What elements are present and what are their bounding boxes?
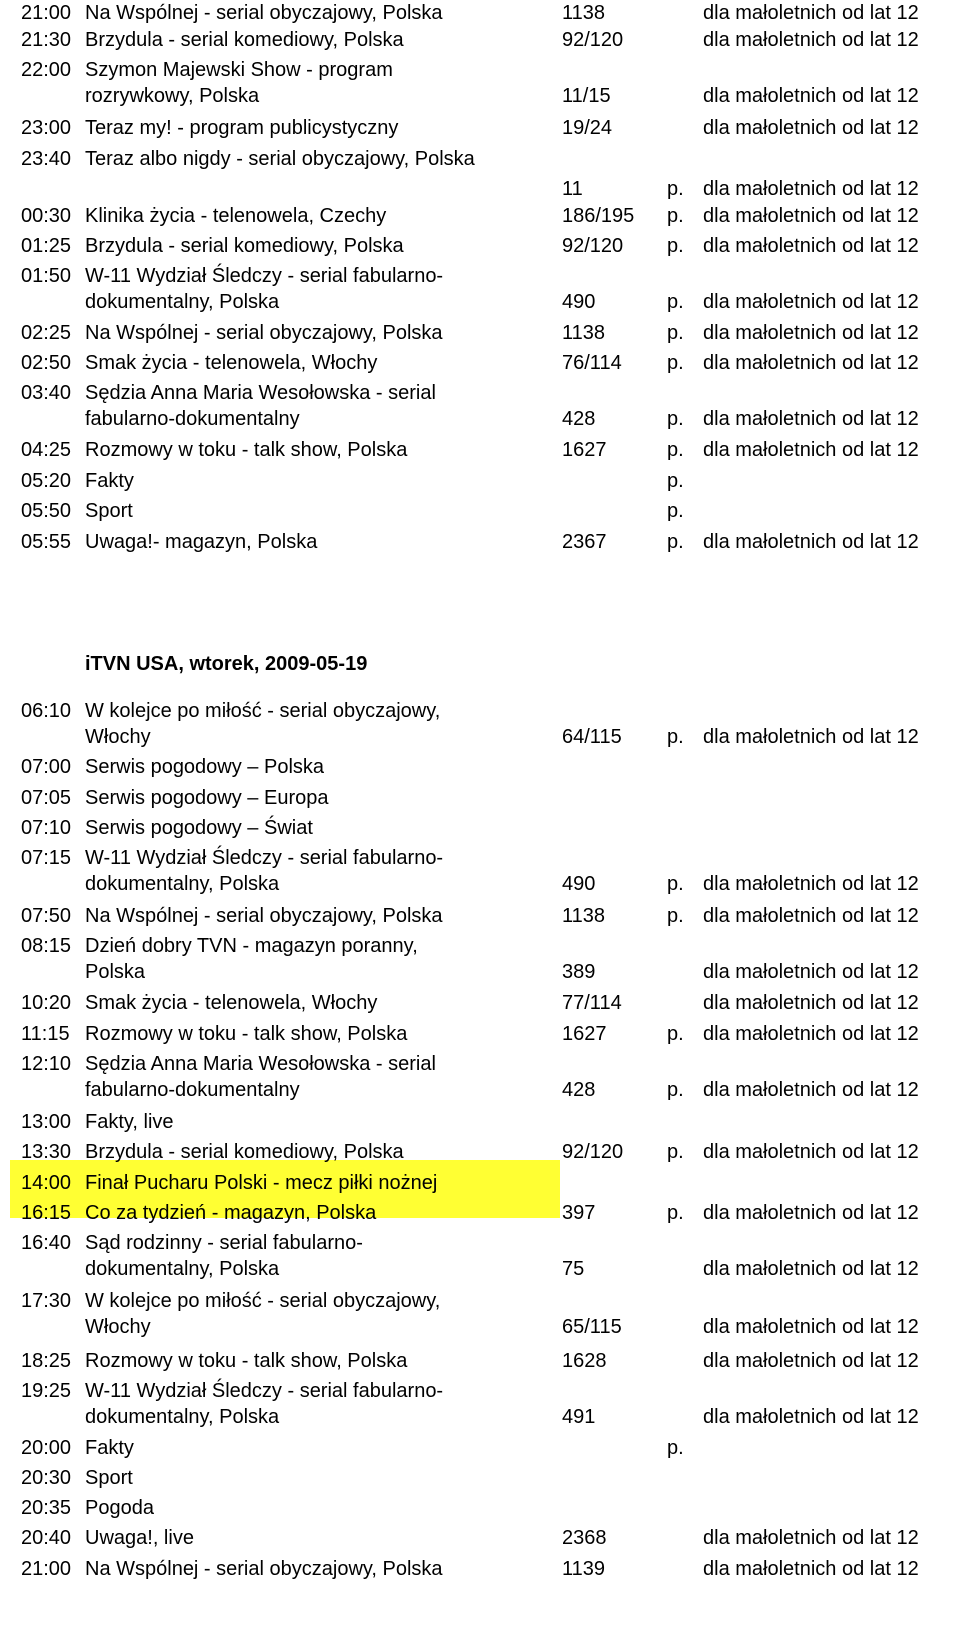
age-rating: dla małoletnich od lat 12 xyxy=(703,961,919,983)
program-title: Szymon Majewski Show - program xyxy=(85,59,393,81)
program-title: W kolejce po miłość - serial obyczajowy, xyxy=(85,700,441,722)
time-label: 05:50 xyxy=(21,500,72,522)
time-label: 23:40 xyxy=(21,148,72,170)
time-label: 12:10 xyxy=(21,1053,72,1075)
episode-number: 19/24 xyxy=(562,117,613,139)
age-rating: dla małoletnich od lat 12 xyxy=(703,235,919,257)
premiere-marker: p. xyxy=(667,439,684,461)
time-label: 14:00 xyxy=(21,1172,72,1194)
program-title: Pogoda xyxy=(85,1497,154,1519)
age-rating: dla małoletnich od lat 12 xyxy=(703,905,919,927)
episode-number: 77/114 xyxy=(562,992,622,1014)
age-rating: dla małoletnich od lat 12 xyxy=(703,439,919,461)
episode-number: 491 xyxy=(562,1406,596,1428)
time-label: 05:20 xyxy=(21,470,72,492)
age-rating: dla małoletnich od lat 12 xyxy=(703,1258,919,1280)
program-title: Na Wspólnej - serial obyczajowy, Polska xyxy=(85,322,443,344)
time-label: 01:25 xyxy=(21,235,72,257)
time-label: 06:10 xyxy=(21,700,72,722)
program-title: Fakty xyxy=(85,1437,134,1459)
program-title: W-11 Wydział Śledczy - serial fabularno- xyxy=(85,265,444,287)
program-title: Rozmowy w toku - talk show, Polska xyxy=(85,1023,408,1045)
episode-number: 490 xyxy=(562,873,596,895)
time-label: 05:55 xyxy=(21,531,72,553)
program-title: Serwis pogodowy – Europa xyxy=(85,787,329,809)
time-label: 04:25 xyxy=(21,439,72,461)
time-label: 20:00 xyxy=(21,1437,72,1459)
time-label: 16:15 xyxy=(21,1202,72,1224)
age-rating: dla małoletnich od lat 12 xyxy=(703,873,919,895)
time-label: 13:30 xyxy=(21,1141,72,1163)
age-rating: dla małoletnich od lat 12 xyxy=(703,2,919,24)
premiere-marker: p. xyxy=(667,1437,684,1459)
program-title: Rozmowy w toku - talk show, Polska xyxy=(85,1350,408,1372)
program-title: Włochy xyxy=(85,1316,151,1338)
program-title: Brzydula - serial komediowy, Polska xyxy=(85,29,404,51)
age-rating: dla małoletnich od lat 12 xyxy=(703,992,919,1014)
premiere-marker: p. xyxy=(667,905,684,927)
episode-number: 428 xyxy=(562,408,596,430)
program-title: rozrywkowy, Polska xyxy=(85,85,260,107)
premiere-marker: p. xyxy=(667,322,684,344)
time-label: 20:35 xyxy=(21,1497,72,1519)
time-label: 17:30 xyxy=(21,1290,72,1312)
age-rating: dla małoletnich od lat 12 xyxy=(703,322,919,344)
age-rating: dla małoletnich od lat 12 xyxy=(703,178,919,200)
time-label: 01:50 xyxy=(21,265,72,287)
program-title: W-11 Wydział Śledczy - serial fabularno- xyxy=(85,847,444,869)
program-title: Fakty xyxy=(85,470,134,492)
program-title: Finał Pucharu Polski - mecz piłki nożnej xyxy=(85,1172,438,1194)
episode-number: 1138 xyxy=(562,2,606,24)
premiere-marker: p. xyxy=(667,1023,684,1045)
program-title: Sędzia Anna Maria Wesołowska - serial xyxy=(85,382,436,404)
episode-number: 2368 xyxy=(562,1527,607,1549)
time-label: 13:00 xyxy=(21,1111,72,1133)
program-title: dokumentalny, Polska xyxy=(85,1406,280,1428)
time-label: 07:10 xyxy=(21,817,72,839)
age-rating: dla małoletnich od lat 12 xyxy=(703,1202,919,1224)
age-rating: dla małoletnich od lat 12 xyxy=(703,205,919,227)
premiere-marker: p. xyxy=(667,531,684,553)
age-rating: dla małoletnich od lat 12 xyxy=(703,408,919,430)
program-title: Uwaga!- magazyn, Polska xyxy=(85,531,318,553)
episode-number: 490 xyxy=(562,291,596,313)
premiere-marker: p. xyxy=(667,500,684,522)
time-label: 07:00 xyxy=(21,756,72,778)
program-title: Co za tydzień - magazyn, Polska xyxy=(85,1202,377,1224)
premiere-marker: p. xyxy=(667,1202,684,1224)
program-title: Teraz albo nigdy - serial obyczajowy, Polska xyxy=(85,148,475,170)
program-title: Smak życia - telenowela, Włochy xyxy=(85,992,378,1014)
age-rating: dla małoletnich od lat 12 xyxy=(703,1023,919,1045)
program-title: Na Wspólnej - serial obyczajowy, Polska xyxy=(85,905,443,927)
program-title: dokumentalny, Polska xyxy=(85,1258,280,1280)
episode-number: 1139 xyxy=(562,1558,606,1580)
program-title: fabularno-dokumentalny xyxy=(85,1079,300,1101)
episode-number: 186/195 xyxy=(562,205,635,227)
premiere-marker: p. xyxy=(667,1141,684,1163)
episode-number: 92/120 xyxy=(562,1141,624,1163)
episode-number: 75 xyxy=(562,1258,585,1280)
time-label: 20:30 xyxy=(21,1467,72,1489)
age-rating: dla małoletnich od lat 12 xyxy=(703,85,919,107)
program-title: Dzień dobry TVN - magazyn poranny, xyxy=(85,935,418,957)
episode-number: 389 xyxy=(562,961,596,983)
program-title: Na Wspólnej - serial obyczajowy, Polska xyxy=(85,1558,443,1580)
program-title: Klinika życia - telenowela, Czechy xyxy=(85,205,387,227)
program-title: Sędzia Anna Maria Wesołowska - serial xyxy=(85,1053,436,1075)
premiere-marker: p. xyxy=(667,873,684,895)
time-label: 21:00 xyxy=(21,2,72,24)
time-label: 02:25 xyxy=(21,322,72,344)
episode-number: 428 xyxy=(562,1079,596,1101)
age-rating: dla małoletnich od lat 12 xyxy=(703,117,919,139)
time-label: 21:00 xyxy=(21,1558,72,1580)
program-title: Serwis pogodowy – Polska xyxy=(85,756,325,778)
premiere-marker: p. xyxy=(667,291,684,313)
program-title: dokumentalny, Polska xyxy=(85,873,280,895)
program-title: W-11 Wydział Śledczy - serial fabularno- xyxy=(85,1380,444,1402)
time-label: 23:00 xyxy=(21,117,72,139)
program-title: Na Wspólnej - serial obyczajowy, Polska xyxy=(85,2,443,24)
age-rating: dla małoletnich od lat 12 xyxy=(703,1527,919,1549)
age-rating: dla małoletnich od lat 12 xyxy=(703,1141,919,1163)
age-rating: dla małoletnich od lat 12 xyxy=(703,1316,919,1338)
program-title: Brzydula - serial komediowy, Polska xyxy=(85,235,404,257)
episode-number: 76/114 xyxy=(562,352,622,374)
age-rating: dla małoletnich od lat 12 xyxy=(703,291,919,313)
episode-number: 1138 xyxy=(562,905,606,927)
episode-number: 11/15 xyxy=(562,85,611,107)
episode-number: 1628 xyxy=(562,1350,607,1372)
time-label: 16:40 xyxy=(21,1232,72,1254)
premiere-marker: p. xyxy=(667,1079,684,1101)
episode-number: 92/120 xyxy=(562,235,624,257)
episode-number: 397 xyxy=(562,1202,596,1224)
premiere-marker: p. xyxy=(667,408,684,430)
time-label: 07:05 xyxy=(21,787,72,809)
age-rating: dla małoletnich od lat 12 xyxy=(703,1558,919,1580)
age-rating: dla małoletnich od lat 12 xyxy=(703,1079,919,1101)
premiere-marker: p. xyxy=(667,205,684,227)
program-title: Rozmowy w toku - talk show, Polska xyxy=(85,439,408,461)
premiere-marker: p. xyxy=(667,726,684,748)
time-label: 21:30 xyxy=(21,29,72,51)
premiere-marker: p. xyxy=(667,352,684,374)
time-label: 19:25 xyxy=(21,1380,72,1402)
time-label: 18:25 xyxy=(21,1350,72,1372)
program-title: fabularno-dokumentalny xyxy=(85,408,300,430)
age-rating: dla małoletnich od lat 12 xyxy=(703,531,919,553)
program-title: Serwis pogodowy – Świat xyxy=(85,817,313,839)
age-rating: dla małoletnich od lat 12 xyxy=(703,1350,919,1372)
episode-number: 65/115 xyxy=(562,1316,622,1338)
section-heading: iTVN USA, wtorek, 2009-05-19 xyxy=(85,653,368,675)
premiere-marker: p. xyxy=(667,470,684,492)
time-label: 07:15 xyxy=(21,847,72,869)
time-label: 03:40 xyxy=(21,382,72,404)
program-title: dokumentalny, Polska xyxy=(85,291,280,313)
time-label: 22:00 xyxy=(21,59,72,81)
time-label: 20:40 xyxy=(21,1527,72,1549)
program-title: Sąd rodzinny - serial fabularno- xyxy=(85,1232,363,1254)
program-title: Brzydula - serial komediowy, Polska xyxy=(85,1141,404,1163)
age-rating: dla małoletnich od lat 12 xyxy=(703,1406,919,1428)
episode-number: 11 xyxy=(562,178,583,200)
program-title: Sport xyxy=(85,500,133,522)
episode-number: 1138 xyxy=(562,322,606,344)
program-title: Sport xyxy=(85,1467,133,1489)
age-rating: dla małoletnich od lat 12 xyxy=(703,726,919,748)
premiere-marker: p. xyxy=(667,235,684,257)
episode-number: 92/120 xyxy=(562,29,624,51)
time-label: 11:15 xyxy=(21,1023,70,1045)
program-title: Polska xyxy=(85,961,146,983)
program-title: W kolejce po miłość - serial obyczajowy, xyxy=(85,1290,441,1312)
episode-number: 1627 xyxy=(562,1023,607,1045)
time-label: 08:15 xyxy=(21,935,72,957)
program-title: Smak życia - telenowela, Włochy xyxy=(85,352,378,374)
episode-number: 2367 xyxy=(562,531,607,553)
episode-number: 64/115 xyxy=(562,726,622,748)
episode-number: 1627 xyxy=(562,439,607,461)
time-label: 02:50 xyxy=(21,352,72,374)
age-rating: dla małoletnich od lat 12 xyxy=(703,352,919,374)
program-title: Fakty, live xyxy=(85,1111,174,1133)
program-title: Uwaga!, live xyxy=(85,1527,194,1549)
premiere-marker: p. xyxy=(667,178,684,200)
time-label: 10:20 xyxy=(21,992,72,1014)
program-title: Włochy xyxy=(85,726,151,748)
age-rating: dla małoletnich od lat 12 xyxy=(703,29,919,51)
program-title: Teraz my! - program publicystyczny xyxy=(85,117,399,139)
time-label: 00:30 xyxy=(21,205,72,227)
time-label: 07:50 xyxy=(21,905,72,927)
